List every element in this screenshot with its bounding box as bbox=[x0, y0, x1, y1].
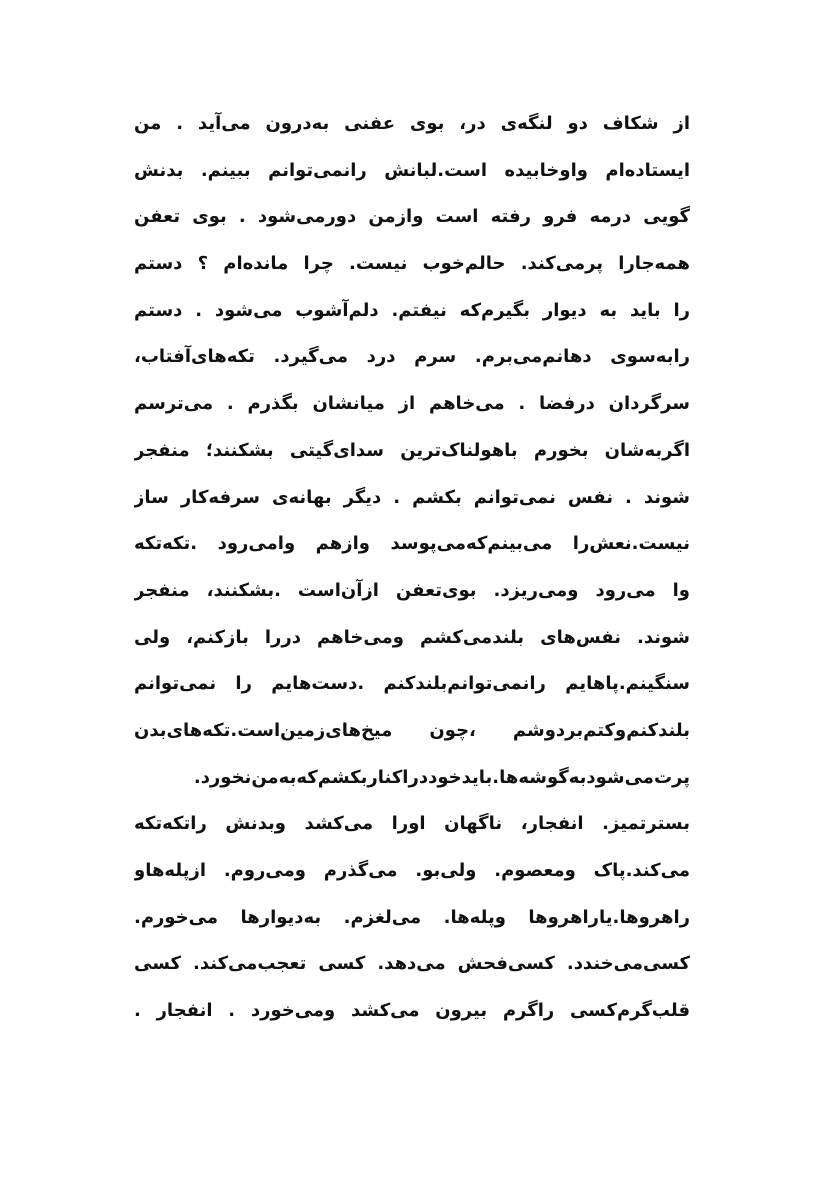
text-line: گویی درمه فرو رفته است وازمن دورمی‌شود . بوی تعفن bbox=[134, 206, 690, 228]
text-line: رابه‌سوی دهانم‌می‌برم. سرم درد می‌گیرد. تکه‌های‌آفتاب، bbox=[134, 346, 690, 368]
text-line: راهروها.یاراهروها وپله‌ها. می‌لغزم. به‌دیوارها می‌خورم. bbox=[134, 906, 690, 928]
body-paragraph bbox=[134, 101, 690, 1035]
text-line: همه‌جارا پرمی‌کند. حالم‌خوب نیست. چرا مانده‌ام ؟ دستم bbox=[134, 253, 690, 275]
text-line: سرگردان درفضا . می‌خاهم از میانشان بگذرم . می‌ترسم bbox=[134, 393, 690, 415]
text-line: بلندکنم‌وکتم‌بردوشم ،چون میخ‌های‌زمین‌است.تکه‌های‌بدن bbox=[134, 719, 690, 741]
text-line: شوند. نفس‌های بلندمی‌کشم ومی‌خاهم دررا بازکنم، ولی bbox=[134, 626, 690, 648]
text-line: را باید به دیوار بگیرم‌که نیفتم. دلم‌آشوب می‌شود . دستم bbox=[134, 299, 690, 321]
text-line: کسی‌می‌خندد. کسی‌فحش می‌دهد. کسی تعجب‌می‌کند. کسی bbox=[134, 953, 690, 975]
text-line: بسترتمیز. انفجار، ناگهان اورا می‌کشد وبدنش راتکه‌تکه bbox=[134, 813, 690, 835]
text-line: اگربه‌شان بخورم باهولناک‌ترین سدای‌گیتی بشکنند؛ منفجر bbox=[134, 439, 690, 461]
text-line: ایستاده‌ام واوخابیده است.لبانش رانمی‌توانم ببینم. بدنش bbox=[134, 159, 690, 181]
text-line: پرت‌می‌شودبه‌گوشه‌ها.بایدخوددراکناربکشم‌که‌به‌من‌نخورد. bbox=[193, 766, 690, 788]
text-line: نیست.نعش‌را می‌بینم‌که‌می‌پوسد وازهم وامی‌رود .تکه‌تکه bbox=[134, 533, 690, 555]
text-line: سنگینم.پاهایم رانمی‌توانم‌بلندکنم .دست‌هایم را نمی‌توانم bbox=[134, 673, 690, 695]
text-line: شوند . نفس نمی‌توانم بکشم . دیگر بهانه‌ی سرفه‌کار ساز bbox=[134, 486, 690, 508]
text-line: وا می‌رود ومی‌ریزد. بوی‌تعفن ازآن‌است .بشکنند، منفجر bbox=[134, 579, 690, 601]
text-line: از شکاف دو لنگه‌ی در، بوی عفنی به‌درون می‌آید . من bbox=[134, 113, 690, 134]
text-line: قلب‌گرم‌کسی راگرم بیرون می‌کشد ومی‌خورد . انفجار . bbox=[134, 1000, 690, 1022]
text-line: می‌کند.پاک ومعصوم. ولی‌بو. می‌گذرم ومی‌روم. ازپله‌هاو bbox=[134, 860, 690, 881]
